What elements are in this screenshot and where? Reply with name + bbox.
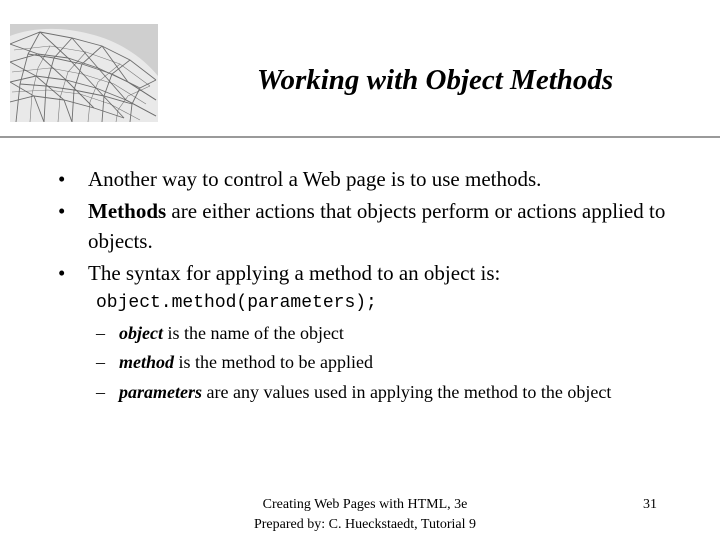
sub-marker: – <box>96 352 105 372</box>
footer-line-1: Creating Web Pages with HTML, 3e <box>262 497 468 512</box>
sub-marker: – <box>96 382 105 402</box>
bullet-text <box>88 196 688 256</box>
sub-description: is the method to be applied <box>174 352 373 372</box>
sub-description: is the name of the object <box>162 323 344 343</box>
slide-title: Working with Object Methods <box>256 64 614 96</box>
sub-term: method <box>119 352 175 372</box>
title-divider <box>0 136 720 138</box>
sub-marker: – <box>96 323 105 343</box>
sub-text <box>119 380 649 404</box>
bullet-term: Methods <box>88 199 167 223</box>
bullet-text-rest: are either actions that objects perform or actions applied to objects. <box>88 199 666 253</box>
slide-footer <box>230 495 500 535</box>
sub-description: are any values used in applying the method to the object <box>202 382 612 402</box>
bullet-marker: • <box>58 199 66 223</box>
wireframe-mesh-logo <box>10 24 158 122</box>
sub-term: parameters <box>119 382 202 402</box>
bullet-text: Another way to control a Web page is to use methods. <box>88 167 542 191</box>
sub-term: object <box>119 323 163 343</box>
sub-text <box>119 321 649 345</box>
sub-text <box>119 350 649 374</box>
bullet-text: The syntax for applying a method to an object is: <box>88 261 501 285</box>
footer-line-2: Prepared by: C. Hueckstaedt, Tutorial 9 <box>253 517 477 532</box>
bullet-marker: • <box>58 167 66 191</box>
bullet-marker: • <box>58 261 66 285</box>
syntax-code-line: object.method(parameters); <box>96 293 377 313</box>
page-number: 31 <box>643 497 657 512</box>
